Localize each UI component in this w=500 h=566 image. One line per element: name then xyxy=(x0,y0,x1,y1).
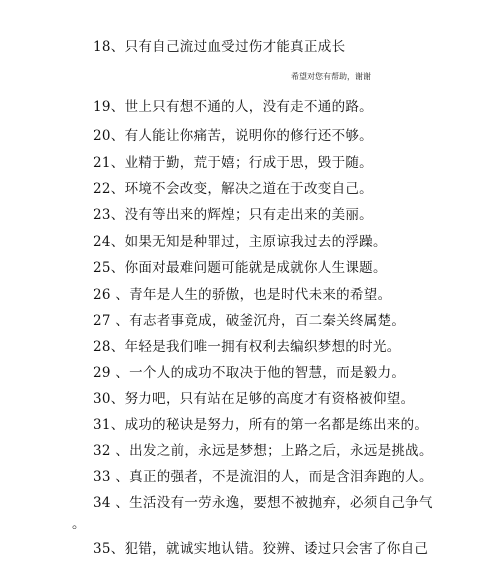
quote-line-28: 28、年轻是我们唯一拥有权利去编织梦想的时光。 xyxy=(93,339,401,355)
quote-line-25: 25、你面对最难问题可能就是成就你人生课题。 xyxy=(93,260,387,276)
quote-line-18: 18、只有自己流过血受过伤才能真正成长 xyxy=(93,39,346,55)
quote-line-29: 29 、一个人的成功不取决于他的智慧，而是毅力。 xyxy=(93,365,406,381)
quote-line-27: 27 、有志者事竟成，破釜沉舟，百二秦关终属楚。 xyxy=(93,313,406,329)
quote-line-33: 33 、真正的强者，不是流泪的人，而是含泪奔跑的人。 xyxy=(93,469,433,485)
quote-line-34: 34 、生活没有一劳永逸，要想不被抛弃，必须自己争气 xyxy=(93,495,433,511)
helpful-note: 希望对您有帮助，谢谢 xyxy=(291,72,371,81)
quote-line-32: 32 、出发之前，永远是梦想；上路之后，永远是挑战。 xyxy=(93,443,433,459)
quote-line-19: 19、世上只有想不通的人，没有走不通的路。 xyxy=(93,99,373,115)
quote-line-20: 20、有人能让你痛苦，说明你的修行还不够。 xyxy=(93,128,373,144)
quote-line-22: 22、环境不会改变，解决之道在于改变自己。 xyxy=(93,181,373,197)
quote-line-35: 35、犯错，就诚实地认错。狡辨、诿过只会害了你自己 xyxy=(93,541,429,557)
quote-line-31: 31、成功的秘诀是努力，所有的第一名都是练出来的。 xyxy=(93,417,429,433)
trailing-period: 。 xyxy=(72,516,86,532)
quote-line-23: 23、没有等出来的辉煌；只有走出来的美丽。 xyxy=(93,207,373,223)
quote-line-21: 21、业精于勤，荒于嬉；行成于思，毁于随。 xyxy=(93,155,373,171)
quote-line-26: 26 、青年是人生的骄傲，也是时代未来的希望。 xyxy=(93,287,392,303)
quote-line-30: 30、努力吧，只有站在足够的高度才有资格被仰望。 xyxy=(93,391,415,407)
quote-line-24: 24、如果无知是种罪过，主原谅我过去的浮躁。 xyxy=(93,234,387,250)
